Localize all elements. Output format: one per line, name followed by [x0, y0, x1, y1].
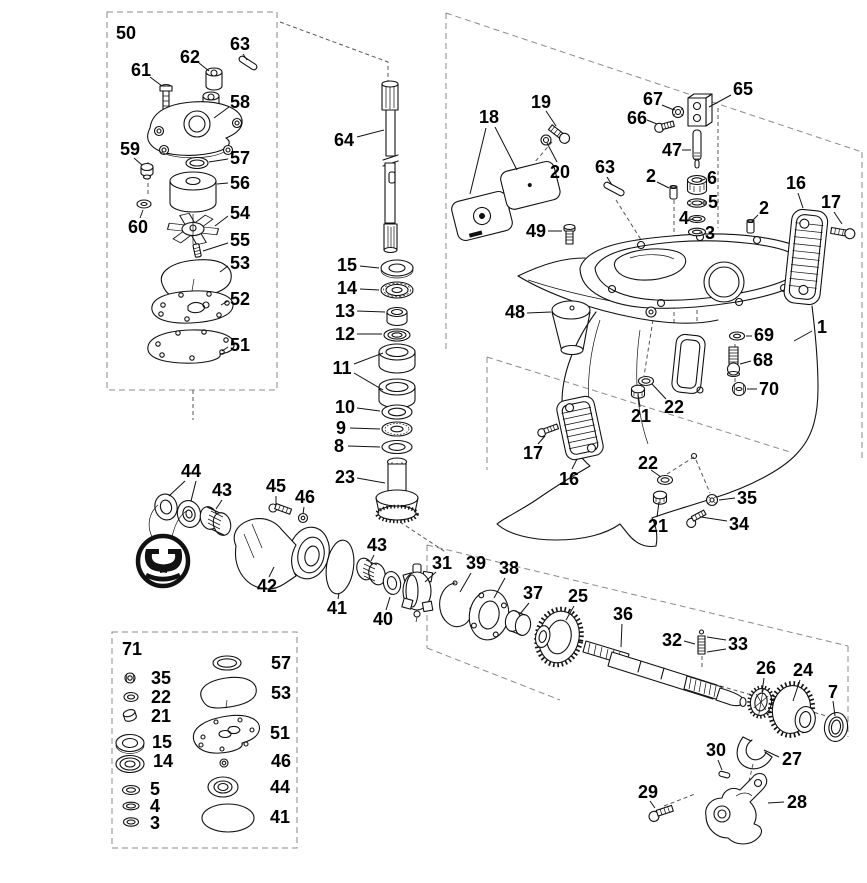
pin-2b — [747, 220, 754, 234]
seals-44 — [152, 492, 204, 530]
leader-line-16 — [798, 193, 803, 208]
part-label-70: 70 — [758, 379, 780, 399]
washer-15 — [381, 260, 413, 278]
impeller-54 — [168, 213, 219, 244]
part-label-62: 62 — [179, 47, 201, 67]
leader-line-46 — [303, 507, 304, 514]
washer-60 — [137, 200, 151, 208]
kit-gasket-51 — [193, 715, 259, 753]
kit-seal-15 — [116, 735, 144, 754]
trim-tab-48 — [552, 301, 590, 355]
part-label-61: 61 — [130, 60, 152, 80]
part-label-32: 32 — [661, 630, 683, 650]
water-pump-housing-58 — [148, 92, 242, 158]
part-label-49: 49 — [525, 221, 547, 241]
kit-oring-41 — [202, 804, 254, 832]
bearing-14 — [381, 282, 413, 298]
part-label-34: 34 — [728, 514, 750, 534]
leader-line-19 — [546, 111, 556, 126]
part-label-63: 63 — [229, 34, 251, 54]
part-label-16: 16 — [785, 173, 807, 193]
part-label-37: 37 — [522, 583, 544, 603]
part-label-35: 35 — [150, 668, 172, 688]
leader-line-28 — [768, 802, 784, 803]
leader-line-16 — [572, 459, 577, 469]
part-label-41: 41 — [269, 807, 291, 827]
pump-cup-56 — [170, 172, 216, 212]
part-label-35: 35 — [736, 488, 758, 508]
leader-line-30 — [718, 760, 722, 770]
screw-45 — [269, 504, 292, 515]
water-screen-16-right — [783, 208, 829, 305]
bearing-9 — [382, 422, 412, 436]
part-label-53: 53 — [229, 253, 251, 273]
part-label-29: 29 — [637, 782, 659, 802]
part-label-43: 43 — [211, 480, 233, 500]
grommet-59 — [141, 164, 153, 180]
leader-line-57 — [209, 159, 228, 162]
washer-69 — [730, 332, 745, 340]
leader-line-1 — [794, 331, 812, 341]
part-label-50: 50 — [115, 23, 137, 43]
part-label-48: 48 — [504, 302, 526, 322]
leader-line-29 — [650, 801, 655, 808]
part-label-68: 68 — [752, 350, 774, 370]
part-label-45: 45 — [265, 476, 287, 496]
kit-gasket-53 — [201, 677, 256, 708]
leader-line-48 — [527, 312, 551, 313]
leader-line-18 — [495, 127, 517, 170]
sleeve-13 — [387, 308, 407, 326]
part-label-60: 60 — [127, 217, 149, 237]
part-label-36: 36 — [612, 604, 634, 624]
part-label-28: 28 — [786, 792, 808, 812]
part-label-59: 59 — [119, 139, 141, 159]
part-label-4: 4 — [678, 208, 690, 228]
part-label-3: 3 — [704, 223, 716, 243]
part-label-69: 69 — [753, 325, 775, 345]
part-label-22: 22 — [150, 687, 172, 707]
part-label-22: 22 — [637, 453, 659, 473]
impeller-key-55 — [193, 244, 202, 258]
propeller-shaft-36 — [583, 641, 746, 707]
part-label-5: 5 — [707, 192, 719, 212]
gasket-51 — [148, 330, 234, 363]
leader-line-20 — [547, 143, 557, 162]
wear-plate-52 — [152, 291, 233, 323]
bearing-housing-assembly — [138, 492, 357, 596]
screw-17-left — [537, 423, 559, 438]
bushing-37 — [504, 609, 532, 636]
retainer-clip-27 — [737, 737, 772, 769]
leader-line-56 — [217, 183, 228, 184]
leader-line-11 — [354, 373, 383, 390]
leader-line-54 — [215, 216, 228, 226]
washer-22-lower — [658, 476, 673, 485]
part-label-14: 14 — [152, 751, 174, 771]
leader-line-2 — [657, 182, 669, 188]
part-label-18: 18 — [478, 107, 500, 127]
kit-oring-57 — [213, 656, 241, 670]
part-label-33: 33 — [727, 634, 749, 654]
part-label-11: 11 — [332, 358, 352, 378]
part-label-64: 64 — [333, 130, 355, 150]
screw-49 — [564, 225, 575, 245]
leader-line-15 — [360, 266, 379, 268]
part-label-38: 38 — [498, 558, 520, 578]
part-label-44: 44 — [269, 777, 291, 797]
reverse-gear-24 — [767, 681, 820, 739]
part-label-17: 17 — [820, 192, 842, 212]
part-label-25: 25 — [567, 586, 589, 606]
part-label-1: 1 — [816, 317, 828, 337]
leader-line-59 — [134, 158, 142, 165]
part-label-15: 15 — [336, 255, 358, 275]
part-label-4: 4 — [149, 796, 161, 816]
part-label-47: 47 — [661, 140, 683, 160]
leader-line-34 — [701, 517, 727, 521]
leader-line-17 — [834, 212, 842, 224]
pin-30 — [718, 771, 730, 779]
pin-2a — [670, 186, 677, 200]
driveshaft-64 — [382, 81, 398, 253]
part-label-30: 30 — [705, 740, 727, 760]
seal-kit — [116, 656, 259, 832]
needle-bearing-43 — [198, 505, 233, 538]
bolt-66 — [654, 120, 675, 134]
kit-washer-46 — [220, 759, 228, 767]
leader-line-32 — [684, 641, 695, 644]
shift-pin-47 — [693, 130, 701, 168]
part-label-41: 41 — [326, 598, 348, 618]
leader-line-33 — [707, 637, 726, 640]
leader-line-35 — [719, 498, 735, 500]
part-label-43: 43 — [366, 535, 388, 555]
leader-line-33 — [707, 649, 726, 652]
screw-34 — [685, 510, 709, 529]
part-label-42: 42 — [256, 576, 278, 596]
leader-line-8 — [348, 446, 380, 447]
leader-line-36 — [621, 624, 622, 647]
water-screen-16-left — [555, 395, 605, 462]
part-label-57: 57 — [229, 148, 251, 168]
part-label-54: 54 — [229, 203, 251, 223]
nut-46 — [299, 514, 308, 523]
washer-3 — [689, 228, 706, 236]
shift-cam-bracket-28 — [706, 774, 767, 845]
part-label-16: 16 — [558, 469, 580, 489]
washer-67 — [673, 107, 684, 118]
leader-line-67 — [662, 105, 674, 110]
leader-line-18 — [470, 128, 486, 194]
part-label-51: 51 — [269, 723, 291, 743]
part-label-27: 27 — [781, 749, 803, 769]
leader-line-13 — [357, 311, 385, 312]
part-label-8: 8 — [333, 436, 345, 456]
screw-29 — [648, 805, 675, 822]
part-label-46: 46 — [270, 751, 292, 771]
part-label-6: 6 — [706, 168, 718, 188]
leader-line-43 — [371, 555, 374, 561]
part-label-21: 21 — [630, 406, 652, 426]
detent-spring-32 — [698, 630, 705, 654]
leader-line-23 — [357, 478, 385, 483]
leader-line-62 — [199, 63, 209, 71]
forward-gear-25 — [531, 605, 587, 669]
part-label-26: 26 — [755, 658, 777, 678]
washer-10 — [382, 405, 412, 419]
pin-63b — [603, 181, 625, 197]
leader-line-55 — [203, 243, 228, 251]
drain-screw-68 — [728, 347, 740, 377]
part-label-53: 53 — [270, 683, 292, 703]
part-label-7: 7 — [827, 682, 839, 702]
leader-line-39 — [460, 573, 471, 592]
part-label-17: 17 — [522, 443, 544, 463]
part-label-2: 2 — [758, 198, 770, 218]
part-label-23: 23 — [334, 467, 356, 487]
part-label-65: 65 — [732, 79, 754, 99]
kit-washer-3 — [124, 818, 139, 826]
kit-washer-4 — [123, 802, 139, 810]
part-label-21: 21 — [647, 516, 669, 536]
part-label-56: 56 — [229, 173, 251, 193]
part-label-51: 51 — [229, 335, 251, 355]
screw-17-right — [830, 226, 855, 240]
nut-70 — [733, 383, 746, 396]
kit-washer-22 — [124, 693, 138, 702]
kit-washer-5 — [123, 786, 140, 795]
pinion-gear-23 — [376, 458, 418, 522]
leader-line-10 — [357, 408, 380, 411]
part-label-40: 40 — [372, 609, 394, 629]
leader-line-44 — [169, 481, 185, 496]
part-label-24: 24 — [792, 660, 814, 680]
part-label-3: 3 — [149, 813, 161, 833]
retainer-plate-38 — [465, 587, 512, 643]
driveshaft-assembly — [376, 81, 418, 522]
part-label-63: 63 — [594, 157, 616, 177]
plug-21-lower — [654, 491, 667, 504]
part-label-9: 9 — [335, 418, 347, 438]
part-label-46: 46 — [294, 487, 316, 507]
washer-22-upper — [639, 377, 654, 386]
assembly-alignment-lines — [148, 22, 848, 806]
propeller-shaft-assembly — [354, 556, 849, 844]
part-label-10: 10 — [334, 397, 356, 417]
kit-plug-21 — [122, 708, 137, 722]
leader-line-64 — [357, 130, 384, 137]
bearing-housing-42 — [234, 519, 334, 589]
part-label-13: 13 — [334, 301, 356, 321]
leader-line-14 — [360, 289, 379, 290]
part-label-5: 5 — [149, 779, 161, 799]
thrust-hub-26 — [747, 685, 776, 719]
part-label-52: 52 — [229, 289, 251, 309]
seal-57 — [186, 158, 208, 169]
part-label-57: 57 — [270, 653, 292, 673]
leader-line-66 — [647, 120, 657, 124]
bearing-7 — [823, 711, 850, 743]
part-label-22: 22 — [663, 397, 685, 417]
part-label-2: 2 — [645, 166, 657, 186]
washer-8 — [382, 441, 412, 454]
leader-line-61 — [150, 77, 162, 86]
leader-line-44 — [191, 481, 196, 501]
clutch-dog-31 — [402, 564, 433, 622]
kit-seal-14 — [116, 756, 144, 773]
leader-line-53 — [220, 266, 228, 272]
spacer-sleeves-11 — [379, 344, 415, 408]
part-label-20: 20 — [549, 162, 571, 182]
part-label-15: 15 — [151, 732, 173, 752]
leader-line-68 — [740, 361, 751, 364]
leader-line-37 — [520, 603, 529, 614]
leader-line-43 — [216, 500, 222, 509]
part-label-67: 67 — [642, 89, 664, 109]
part-label-55: 55 — [229, 230, 251, 250]
bushing-62 — [206, 68, 222, 90]
leader-line-2 — [752, 215, 758, 221]
part-label-31: 31 — [431, 553, 453, 573]
part-label-21: 21 — [150, 706, 172, 726]
washer-20 — [541, 135, 551, 145]
part-label-12: 12 — [334, 324, 356, 344]
part-label-14: 14 — [336, 278, 358, 298]
part-label-44: 44 — [180, 461, 202, 481]
kit-nut-35 — [125, 673, 135, 683]
pin-63 — [238, 55, 258, 71]
part-label-19: 19 — [530, 92, 552, 112]
leader-line-9 — [350, 428, 380, 429]
part-label-71: 71 — [121, 639, 143, 659]
nut-35 — [707, 495, 718, 506]
anode-block-65 — [688, 94, 712, 126]
bushing-6 — [688, 176, 707, 195]
ring-12 — [384, 329, 410, 341]
part-label-39: 39 — [465, 553, 487, 573]
part-label-66: 66 — [626, 108, 648, 128]
part-label-58: 58 — [229, 92, 251, 112]
kit-seal-44 — [208, 777, 238, 797]
